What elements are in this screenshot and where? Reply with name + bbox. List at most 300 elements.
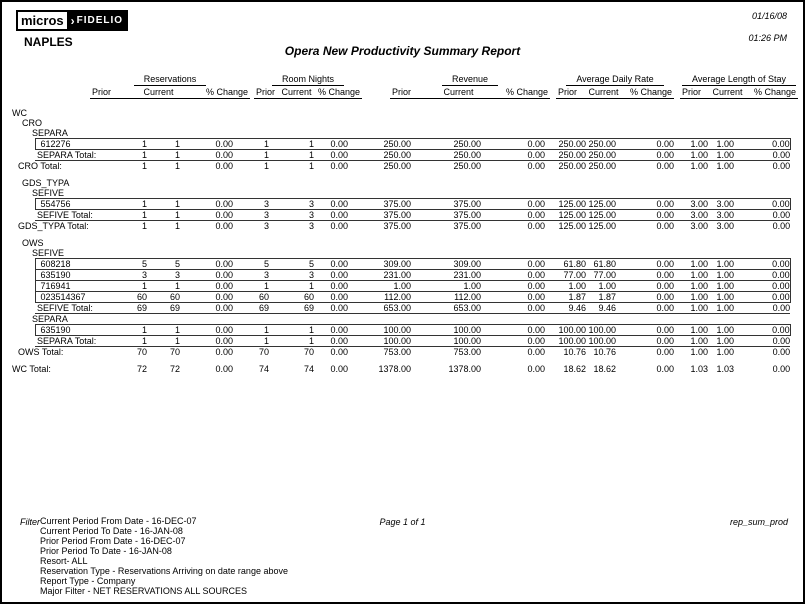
productivity-table	[12, 108, 791, 374]
cell-value: 0.00	[734, 199, 790, 210]
cell-value: 1	[141, 221, 147, 231]
row-label: SEFIVE Total:	[35, 210, 112, 221]
col-header-current: Current	[588, 87, 619, 97]
cell-value: 1378.00	[448, 364, 481, 374]
section-label: SEPARA	[32, 314, 68, 324]
row-label: 608218	[35, 259, 112, 270]
cell-value: 1	[112, 210, 147, 221]
cell-value: 0.00	[481, 199, 545, 210]
cell-value: 0.00	[734, 259, 790, 270]
fidelio-logo-text: › FIDELIO	[69, 10, 128, 31]
cell-value: 1.00	[674, 259, 708, 270]
cell-value: 0.00	[481, 292, 545, 303]
cell-value: 100.00	[348, 325, 411, 336]
cell-value: 60	[269, 292, 314, 303]
cell-value: 69	[233, 303, 269, 314]
cell-value: 3	[308, 221, 314, 231]
cell-value: 0.00	[734, 303, 790, 314]
cell-value: 0.00	[330, 347, 348, 357]
cell-value: 0.00	[180, 210, 233, 221]
cell-value: 1.00	[411, 281, 481, 292]
cell-value: 0.00	[314, 259, 348, 270]
cell-value: 125.00	[545, 199, 586, 210]
cell-value: 0.00	[314, 199, 348, 210]
cell-value: 231.00	[348, 270, 411, 281]
cell-value: 60	[233, 292, 269, 303]
report-id: rep_sum_prod	[729, 517, 788, 527]
cell-value: 72	[169, 364, 180, 374]
cell-value: 375.00	[348, 210, 411, 221]
total-row	[12, 221, 790, 232]
cell-value: 1	[269, 336, 314, 347]
cell-value: 1378.00	[378, 364, 411, 374]
cell-value: 5	[112, 259, 147, 270]
spacer-row	[12, 171, 790, 178]
total-row	[12, 161, 790, 172]
cell-value: 3.00	[716, 221, 734, 231]
detail-row	[12, 259, 790, 270]
cell-value: 231.00	[411, 270, 481, 281]
col-header-prior: Prior	[558, 87, 578, 97]
cell-value: 250.00	[411, 139, 481, 150]
cell-value: 309.00	[411, 259, 481, 270]
cell-value: 0.00	[527, 221, 545, 231]
report-time: 01:26 PM	[748, 33, 787, 43]
cell-value: 1.03	[690, 364, 708, 374]
cell-value: 1	[233, 325, 269, 336]
detail-row	[12, 270, 790, 281]
cell-value: 1.00	[708, 150, 734, 161]
cell-value: 0.00	[330, 364, 348, 374]
cell-value: 100.00	[348, 336, 411, 347]
cell-value: 1.00	[674, 270, 708, 281]
cell-value: 1.00	[708, 270, 734, 281]
cell-value: 0.00	[616, 139, 674, 150]
indent-cell	[12, 292, 35, 303]
cell-value: 0.00	[527, 364, 545, 374]
cell-value: 61.80	[586, 259, 616, 270]
cell-value: 0.00	[772, 347, 791, 357]
indent-cell	[12, 336, 35, 347]
cell-value: 1	[112, 150, 147, 161]
cell-value: 1.03	[716, 364, 734, 374]
indent-cell	[12, 325, 35, 336]
subtotal-row	[12, 303, 790, 314]
row-label: 023514367	[35, 292, 112, 303]
cell-value: 0.00	[772, 364, 791, 374]
cell-value: 3	[112, 270, 147, 281]
cell-value: 753.00	[453, 347, 481, 357]
cell-value: 0.00	[616, 210, 674, 221]
spacer-cell	[12, 231, 790, 238]
cell-value: 3	[263, 221, 269, 231]
group-label: Average Daily Rate	[556, 74, 674, 84]
page-number: Page 1 of 1	[379, 517, 426, 527]
indent-cell	[12, 270, 35, 281]
cell-value: 1	[263, 161, 269, 171]
cell-value: 3	[147, 270, 180, 281]
cell-value: 3.00	[674, 199, 708, 210]
cell-value: 100.00	[411, 325, 481, 336]
indent-cell	[12, 259, 35, 270]
cell-value: 1.00	[348, 281, 411, 292]
cell-value: 0.00	[314, 336, 348, 347]
group-label: Reservations	[90, 74, 250, 84]
cell-value: 1	[112, 325, 147, 336]
report-date: 01/16/08	[751, 11, 787, 21]
cell-value: 1.00	[708, 303, 734, 314]
cell-value: 100.00	[411, 336, 481, 347]
cell-value: 5	[233, 259, 269, 270]
cell-value: 0.00	[330, 221, 348, 231]
cell-value: 0.00	[314, 325, 348, 336]
indent-cell	[12, 150, 35, 161]
cell-value: 1.00	[674, 150, 708, 161]
cell-value: 0.00	[330, 161, 348, 171]
cell-value: 0.00	[215, 364, 233, 374]
section-label: CRO	[22, 118, 42, 128]
cell-value: 1	[269, 139, 314, 150]
cell-value: 74	[303, 364, 314, 374]
cell-value: 1.00	[586, 281, 616, 292]
group-subheaders	[254, 84, 362, 99]
indent-cell	[12, 303, 35, 314]
section-row	[12, 108, 790, 118]
total-row	[12, 364, 790, 374]
cell-value: 125.00	[588, 221, 616, 231]
cell-value: 3.00	[690, 221, 708, 231]
cell-value: 1.00	[674, 139, 708, 150]
section-row	[12, 188, 790, 199]
row-label: SEFIVE Total:	[35, 303, 112, 314]
cell-value: 125.00	[545, 210, 586, 221]
section-row	[12, 128, 790, 139]
indent-cell	[12, 199, 35, 210]
cell-value: 0.00	[656, 347, 674, 357]
cell-value: 1.00	[690, 161, 708, 171]
cell-value: 0.00	[656, 161, 674, 171]
spacer-cell	[12, 357, 790, 364]
col-header-prior: Prior	[256, 87, 276, 97]
row-label: GDS_TYPA Total:	[18, 221, 89, 231]
col-header-pct-change: % Change	[753, 87, 796, 97]
cell-value: 1	[174, 221, 180, 231]
section-label: SEFIVE	[32, 248, 65, 258]
cell-value: 250.00	[453, 161, 481, 171]
cell-value: 0.00	[481, 281, 545, 292]
cell-value: 70	[136, 347, 147, 357]
cell-value: 1.00	[708, 139, 734, 150]
indent-cell	[12, 139, 35, 150]
cell-value: 1.00	[708, 281, 734, 292]
cell-value: 250.00	[545, 139, 586, 150]
cell-value: 0.00	[616, 199, 674, 210]
subtotal-row	[12, 150, 790, 161]
cell-value: 0.00	[734, 281, 790, 292]
cell-value: 0.00	[180, 292, 233, 303]
detail-row	[12, 281, 790, 292]
cell-value: 3	[233, 199, 269, 210]
group-label: Revenue	[390, 74, 550, 84]
cell-value: 69	[147, 303, 180, 314]
cell-value: 0.00	[180, 199, 233, 210]
cell-value: 250.00	[545, 150, 586, 161]
col-header-pct-change: % Change	[317, 87, 360, 97]
indent-cell	[12, 281, 35, 292]
report-table-body	[12, 108, 790, 374]
filter-line: Current Period From Date - 16-DEC-07	[40, 516, 197, 526]
cell-value: 0.00	[481, 303, 545, 314]
cell-value: 0.00	[314, 303, 348, 314]
group-label: Average Length of Stay	[680, 74, 798, 84]
cell-value: 69	[112, 303, 147, 314]
section-label: OWS	[22, 238, 44, 248]
detail-row	[12, 199, 790, 210]
total-row	[12, 347, 790, 358]
cell-value: 3.00	[708, 199, 734, 210]
cell-value: 10.76	[563, 347, 586, 357]
micros-logo-text: micros	[16, 10, 69, 31]
cell-value: 3	[233, 270, 269, 281]
cell-value: 1	[233, 150, 269, 161]
cell-value: 0.00	[314, 281, 348, 292]
col-header-current: Current	[443, 87, 474, 97]
cell-value: 0.00	[734, 325, 790, 336]
cell-value: 112.00	[411, 292, 481, 303]
section-row	[12, 248, 790, 259]
group-subheaders	[390, 84, 550, 99]
cell-value: 1.00	[716, 347, 734, 357]
section-row	[12, 118, 790, 128]
cell-value: 1.00	[674, 336, 708, 347]
col-header-pct-change: % Change	[629, 87, 672, 97]
cell-value: 1.00	[674, 292, 708, 303]
cell-value: 250.00	[348, 139, 411, 150]
cell-value: 1	[233, 336, 269, 347]
cell-value: 0.00	[656, 364, 674, 374]
cell-value: 375.00	[383, 221, 411, 231]
cell-value: 1	[233, 139, 269, 150]
cell-value: 250.00	[558, 161, 586, 171]
cell-value: 753.00	[383, 347, 411, 357]
row-label: 635190	[35, 270, 112, 281]
cell-value: 1.00	[708, 259, 734, 270]
cell-value: 60	[147, 292, 180, 303]
cell-value: 70	[169, 347, 180, 357]
section-label: GDS_TYPA	[22, 178, 70, 188]
cell-value: 250.00	[383, 161, 411, 171]
indent-cell	[12, 210, 35, 221]
cell-value: 375.00	[411, 199, 481, 210]
cell-value: 0.00	[215, 347, 233, 357]
chevron-right-icon: ›	[70, 13, 76, 28]
row-label: SEPARA Total:	[35, 336, 112, 347]
cell-value: 0.00	[616, 292, 674, 303]
cell-value: 1	[269, 281, 314, 292]
cell-value: 653.00	[348, 303, 411, 314]
cell-value: 1	[233, 281, 269, 292]
col-header-pct-change: % Change	[505, 87, 548, 97]
section-row	[12, 178, 790, 188]
cell-value: 0.00	[616, 325, 674, 336]
property-name: NAPLES	[24, 35, 73, 49]
cell-value: 9.46	[586, 303, 616, 314]
cell-value: 0.00	[314, 139, 348, 150]
spacer-row	[12, 231, 790, 238]
cell-value: 0.00	[180, 336, 233, 347]
cell-value: 100.00	[545, 325, 586, 336]
cell-value: 375.00	[453, 221, 481, 231]
row-label: WC Total:	[12, 364, 51, 374]
cell-value: 250.00	[586, 139, 616, 150]
cell-value: 125.00	[586, 199, 616, 210]
cell-value: 3.00	[674, 210, 708, 221]
cell-value: 1.00	[690, 347, 708, 357]
row-label: 635190	[35, 325, 112, 336]
spacer-cell	[12, 171, 790, 178]
filter-label: Filter	[20, 517, 40, 527]
cell-value: 3	[269, 199, 314, 210]
cell-value: 0.00	[734, 292, 790, 303]
cell-value: 0.00	[527, 161, 545, 171]
row-label: 554756	[35, 199, 112, 210]
cell-value: 3	[233, 210, 269, 221]
column-group-revenue	[390, 74, 550, 99]
cell-value: 0.00	[180, 270, 233, 281]
cell-value: 0.00	[314, 150, 348, 161]
cell-value: 0.00	[481, 210, 545, 221]
cell-value: 0.00	[734, 139, 790, 150]
cell-value: 125.00	[558, 221, 586, 231]
cell-value: 0.00	[616, 303, 674, 314]
cell-value: 0.00	[616, 336, 674, 347]
cell-value: 1	[112, 199, 147, 210]
cell-value: 5	[269, 259, 314, 270]
cell-value: 0.00	[772, 161, 791, 171]
cell-value: 1	[147, 281, 180, 292]
cell-value: 18.62	[563, 364, 586, 374]
cell-value: 112.00	[348, 292, 411, 303]
cell-value: 3.00	[708, 210, 734, 221]
section-row	[12, 238, 790, 248]
column-group-reservations	[90, 74, 250, 99]
cell-value: 1.00	[674, 325, 708, 336]
cell-value: 69	[269, 303, 314, 314]
cell-value: 0.00	[314, 270, 348, 281]
cell-value: 60	[112, 292, 147, 303]
cell-value: 0.00	[656, 221, 674, 231]
row-label: OWS Total:	[18, 347, 64, 357]
filter-line: Current Period To Date - 16-JAN-08	[40, 526, 183, 536]
cell-value: 375.00	[348, 199, 411, 210]
section-label: WC	[12, 108, 27, 118]
cell-value: 61.80	[545, 259, 586, 270]
subtotal-row	[12, 210, 790, 221]
cell-value: 0.00	[616, 270, 674, 281]
group-label: Room Nights	[254, 74, 362, 84]
cell-value: 70	[258, 347, 269, 357]
cell-value: 250.00	[348, 150, 411, 161]
cell-value: 0.00	[734, 270, 790, 281]
section-label: SEFIVE	[32, 188, 65, 198]
cell-value: 1.00	[708, 325, 734, 336]
filter-line: Prior Period From Date - 16-DEC-07	[40, 536, 186, 546]
col-header-current: Current	[143, 87, 174, 97]
cell-value: 1	[147, 325, 180, 336]
cell-value: 0.00	[481, 259, 545, 270]
cell-value: 0.00	[616, 259, 674, 270]
detail-row	[12, 292, 790, 303]
cell-value: 0.00	[180, 325, 233, 336]
cell-value: 1	[112, 281, 147, 292]
row-label: 716941	[35, 281, 112, 292]
cell-value: 1.87	[586, 292, 616, 303]
cell-value: 0.00	[772, 221, 791, 231]
cell-value: 9.46	[545, 303, 586, 314]
cell-value: 653.00	[411, 303, 481, 314]
cell-value: 0.00	[734, 336, 790, 347]
cell-value: 0.00	[616, 281, 674, 292]
cell-value: 0.00	[481, 270, 545, 281]
filter-line: Prior Period To Date - 16-JAN-08	[40, 546, 172, 556]
cell-value: 309.00	[348, 259, 411, 270]
cell-value: 0.00	[215, 221, 233, 231]
cell-value: 1	[147, 139, 180, 150]
column-group-average-daily-rate	[556, 74, 674, 99]
cell-value: 1.00	[674, 281, 708, 292]
cell-value: 72	[136, 364, 147, 374]
cell-value: 0.00	[215, 161, 233, 171]
row-label: 612276	[35, 139, 112, 150]
cell-value: 0.00	[180, 259, 233, 270]
cell-value: 1	[147, 336, 180, 347]
group-subheaders	[90, 84, 250, 99]
cell-value: 70	[303, 347, 314, 357]
cell-value: 77.00	[545, 270, 586, 281]
cell-value: 1.00	[708, 336, 734, 347]
detail-row	[12, 325, 790, 336]
cell-value: 1.00	[545, 281, 586, 292]
col-header-prior: Prior	[92, 87, 112, 97]
report-title: Opera New Productivity Summary Report	[284, 44, 521, 58]
cell-value: 250.00	[586, 150, 616, 161]
cell-value: 0.00	[734, 210, 790, 221]
cell-value: 375.00	[411, 210, 481, 221]
row-label: CRO Total:	[18, 161, 62, 171]
cell-value: 1.87	[545, 292, 586, 303]
column-group-room-nights	[254, 74, 362, 99]
cell-value: 10.76	[593, 347, 616, 357]
cell-value: 0.00	[481, 150, 545, 161]
cell-value: 1	[174, 161, 180, 171]
column-group-average-length-of-stay	[680, 74, 798, 99]
section-label: SEPARA	[32, 128, 68, 138]
group-subheaders	[556, 84, 674, 99]
col-header-pct-change: % Change	[205, 87, 248, 97]
cell-value: 1	[147, 210, 180, 221]
cell-value: 1	[141, 161, 147, 171]
cell-value: 1	[147, 150, 180, 161]
cell-value: 1	[269, 325, 314, 336]
cell-value: 100.00	[586, 336, 616, 347]
cell-value: 250.00	[588, 161, 616, 171]
cell-value: 1.00	[716, 161, 734, 171]
col-header-prior: Prior	[392, 87, 412, 97]
cell-value: 1	[308, 161, 314, 171]
filter-line: Resort- ALL	[40, 556, 88, 566]
cell-value: 0.00	[180, 150, 233, 161]
cell-value: 0.00	[314, 210, 348, 221]
